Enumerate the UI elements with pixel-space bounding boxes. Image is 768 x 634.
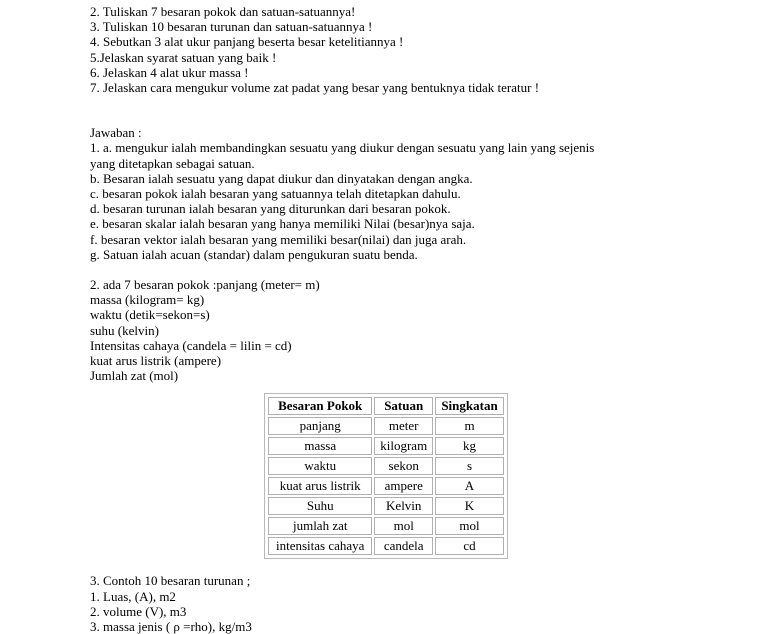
- table-cell: cd: [435, 537, 504, 555]
- header-singkatan: Singkatan: [435, 397, 504, 415]
- base-quantity-line: kuat arus listrik (ampere): [90, 353, 222, 369]
- table-header-row: [268, 397, 504, 415]
- derived-quantities-list: [90, 573, 730, 634]
- question-3: 3. Tuliskan 10 besaran turunan dan satuan-satuannya !: [90, 19, 373, 35]
- derived-quantity-line: 2. volume (V), m3: [90, 603, 187, 619]
- table-cell: kg: [435, 437, 504, 455]
- question-4: 4. Sebutkan 3 alat ukur panjang beserta besar ketelitiannya !: [90, 34, 404, 50]
- table-cell: kuat arus listrik: [268, 477, 372, 495]
- table-cell: mol: [374, 517, 433, 535]
- table-row: [268, 537, 504, 555]
- derived-quantity-line: 3. massa jenis ( ρ =rho), kg/m3: [90, 619, 252, 634]
- question-list: [90, 4, 730, 95]
- table-cell: mol: [435, 517, 504, 535]
- table-cell: meter: [374, 417, 433, 435]
- definitions-list: [90, 140, 730, 262]
- question-6: 6. Jelaskan 4 alat ukur massa !: [90, 64, 249, 80]
- base-quantity-line: 2. ada 7 besaran pokok :panjang (meter= m): [90, 277, 320, 293]
- table-cell: A: [435, 477, 504, 495]
- base-quantity-line: waktu (detik=sekon=s): [90, 307, 210, 323]
- header-satuan: Satuan: [374, 397, 433, 415]
- base-quantities-list: [90, 277, 730, 383]
- table-cell: waktu: [268, 457, 372, 475]
- definition-line: f. besaran vektor ialah besaran yang memiliki besar(nilai) dan juga arah.: [90, 231, 467, 247]
- table-cell: s: [435, 457, 504, 475]
- base-quantity-line: massa (kilogram= kg): [90, 292, 205, 308]
- base-quantity-line: suhu (kelvin): [90, 322, 159, 338]
- table-cell: jumlah zat: [268, 517, 372, 535]
- table-cell: candela: [374, 537, 433, 555]
- definition-line: yang ditetapkan sebagai satuan.: [90, 155, 255, 171]
- base-quantity-line: Jumlah zat (mol): [90, 368, 179, 384]
- table-row: [268, 417, 504, 435]
- table-cell: Suhu: [268, 497, 372, 515]
- table-cell: ampere: [374, 477, 433, 495]
- derived-quantity-line: 1. Luas, (A), m2: [90, 588, 176, 604]
- question-7: 7. Jelaskan cara mengukur volume zat padat yang besar yang bentuknya tidak teratur !: [90, 80, 540, 96]
- table-row: [268, 517, 504, 535]
- table-cell: K: [435, 497, 504, 515]
- base-quantity-line: Intensitas cahaya (candela = lilin = cd): [90, 337, 292, 353]
- base-quantities-table: [264, 393, 508, 559]
- definition-line: c. besaran pokok ialah besaran yang satuannya telah ditetapkan dahulu.: [90, 186, 461, 202]
- definition-line: e. besaran skalar ialah besaran yang hanya memiliki Nilai (besar)nya saja.: [90, 216, 475, 232]
- table-cell: sekon: [374, 457, 433, 475]
- table-cell: intensitas cahaya: [268, 537, 372, 555]
- table-row: [268, 437, 504, 455]
- definition-line: b. Besaran ialah sesuatu yang dapat diukur dan dinyatakan dengan angka.: [90, 170, 473, 186]
- question-2: 2. Tuliskan 7 besaran pokok dan satuan-satuannya!: [90, 4, 356, 19]
- table-row: [268, 477, 504, 495]
- table-cell: kilogram: [374, 437, 433, 455]
- table-row: [268, 497, 504, 515]
- definition-line: d. besaran turunan ialah besaran yang diturunkan dari besaran pokok.: [90, 201, 451, 217]
- document-page: [90, 4, 730, 634]
- answers-heading: Jawaban :: [90, 125, 142, 141]
- header-besaran-pokok: Besaran Pokok: [268, 397, 372, 415]
- table-cell: Kelvin: [374, 497, 433, 515]
- table-cell: massa: [268, 437, 372, 455]
- question-5: 5.Jelaskan syarat satuan yang baik !: [90, 49, 277, 65]
- definition-line: 1. a. mengukur ialah membandingkan sesuatu yang diukur dengan sesuatu yang lain yang sejenis: [90, 140, 595, 156]
- definition-line: g. Satuan ialah acuan (standar) dalam pengukuran suatu benda.: [90, 246, 418, 262]
- table-cell: panjang: [268, 417, 372, 435]
- derived-quantity-line: 3. Contoh 10 besaran turunan ;: [90, 573, 251, 589]
- table-cell: m: [435, 417, 504, 435]
- table-row: [268, 457, 504, 475]
